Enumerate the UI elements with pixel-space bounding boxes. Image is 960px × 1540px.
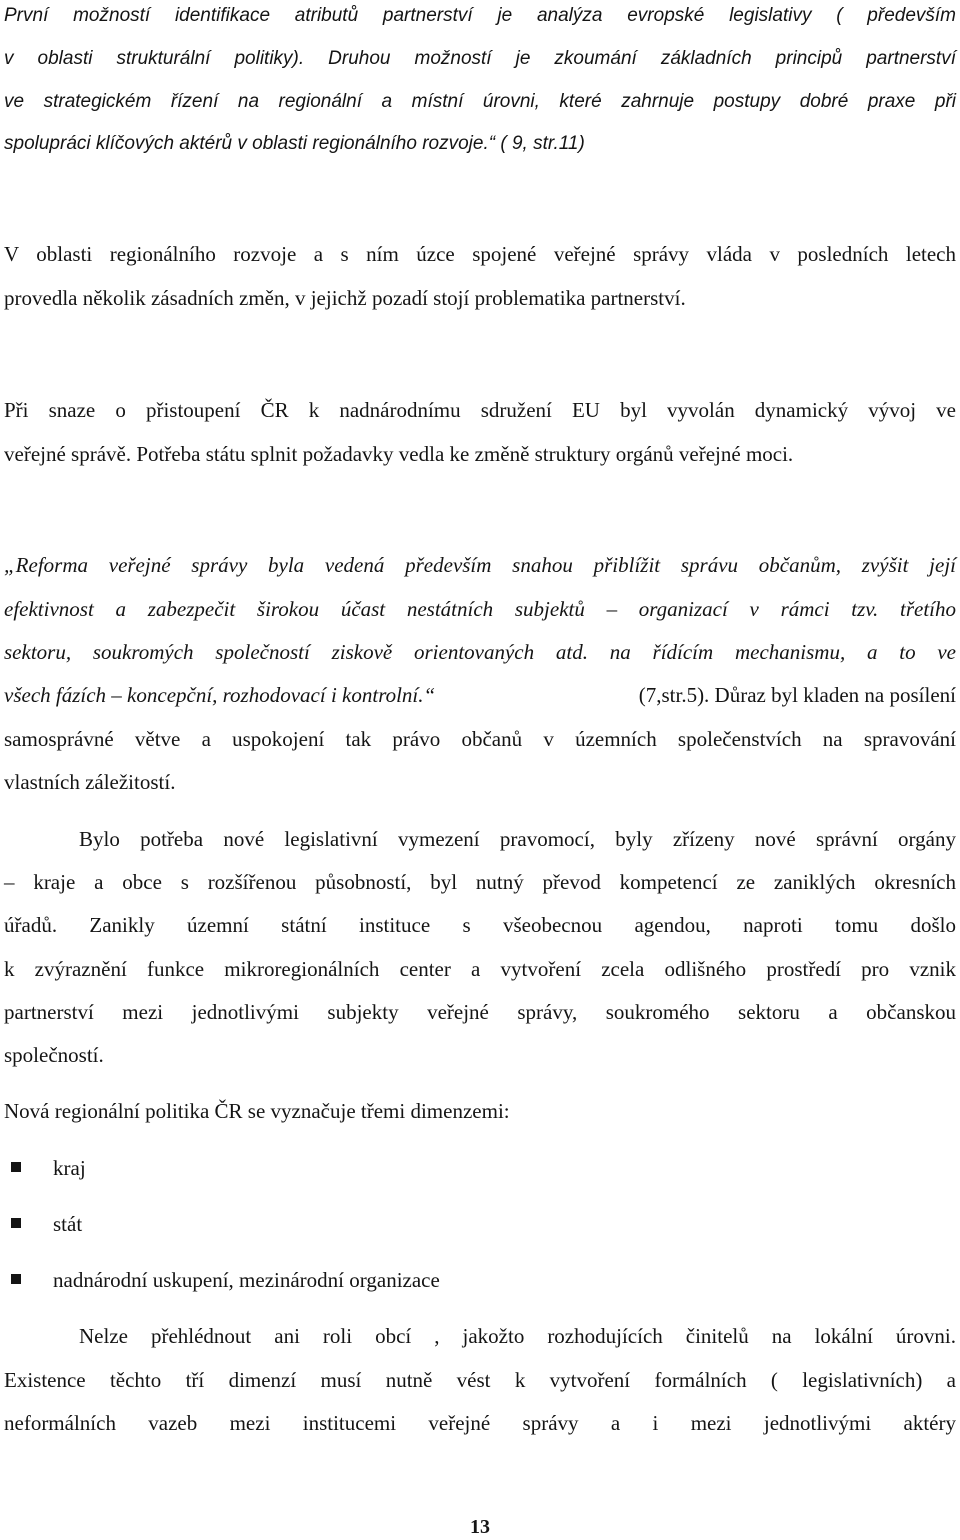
text-line: spolupráci klíčových aktérů v oblasti regionálního rozvoje.“ ( 9, str.11) (4, 133, 585, 154)
text-line: V oblasti regionálního rozvoje a s ním úzce spojené veřejné správy vláda v posledních letech (4, 242, 956, 266)
text-line: – kraje a obce s rozšířenou působností, byl nutný převod kompetencí ze zaniklých okresních (4, 870, 956, 894)
text-line: partnerství mezi jednotlivými subjekty veřejné správy, soukromého sektoru a občanskou (4, 1000, 956, 1024)
text-line: samosprávné větve a uspokojení tak právo občanů v územních společenstvích na spravování (4, 727, 956, 751)
square-bullet-icon (11, 1218, 21, 1228)
text-line: neformálních vazeb mezi institucemi veřejné správy a i mezi jednotlivými aktéry (4, 1411, 956, 1435)
text-line: První možností identifikace atributů partnerství je analýza evropské legislativy ( především (4, 5, 956, 26)
text-line: úřadů. Zanikly územní státní instituce s všeobecnou agendou, naproti tomu došlo (4, 913, 956, 937)
text-line-mixed (4, 681, 956, 709)
page-number: 13 (470, 1516, 490, 1538)
text-line: Při snaze o přistoupení ČR k nadnárodnímu sdružení EU byl vyvolán dynamický vývoj ve (4, 398, 956, 422)
quote-end: všech fázích – koncepční, rozhodovací i kontrolní.“ (4, 683, 436, 707)
text-line: společností. (4, 1043, 104, 1067)
list-item (4, 1210, 956, 1238)
text-line: Nelze přehlédnout ani roli obcí , jakožto rozhodujících činitelů na lokální úrovni. (79, 1324, 956, 1348)
text-line: ve strategickém řízení na regionální a místní úrovni, které zahrnuje postupy dobré praxe při (4, 91, 956, 112)
square-bullet-icon (11, 1274, 21, 1284)
list-item-label: nadnárodní uskupení, mezinárodní organizace (53, 1268, 440, 1292)
text-line: sektoru, soukromých společností ziskově orientovaných atd. na řídícím mechanismu, a to ve (4, 640, 956, 664)
document-page (4, 0, 956, 1537)
citation-continuation: (7,str.5). Důraz byl kladen na posílení (638, 683, 956, 707)
text-line: v oblasti strukturální politiky). Druhou možností je zkoumání základních principů partnerství (4, 48, 956, 69)
square-bullet-icon (11, 1162, 21, 1172)
list-item (4, 1266, 956, 1294)
text-line: „Reforma veřejné správy byla vedená především snahou přiblížit správu občanům, zvýšit její (4, 553, 956, 577)
text-line: efektivnost a zabezpečit širokou účast nestátních subjektů – organizací v rámci tzv. třetího (4, 597, 956, 621)
list-item (4, 1154, 956, 1182)
text-line: veřejné správě. Potřeba státu splnit požadavky vedla ke změně struktury orgánů veřejné moci. (4, 442, 794, 466)
text-line: vlastních záležitostí. (4, 770, 176, 794)
text-line: k zvýraznění funkce mikroregionálních center a vytvoření zcela odlišného prostředí pro vznik (4, 957, 956, 981)
list-item-label: kraj (53, 1156, 86, 1180)
list-item-label: stát (53, 1212, 83, 1236)
text-line: provedla několik zásadních změn, v jejichž pozadí stojí problematika partnerství. (4, 286, 686, 310)
text-line: Bylo potřeba nové legislativní vymezení pravomocí, byly zřízeny nové správní orgány (79, 827, 956, 851)
text-line: Existence těchto tří dimenzí musí nutně vést k vytvoření formálních ( legislativních) a (4, 1368, 956, 1392)
text-line: Nová regionální politika ČR se vyznačuje třemi dimenzemi: (4, 1099, 510, 1123)
